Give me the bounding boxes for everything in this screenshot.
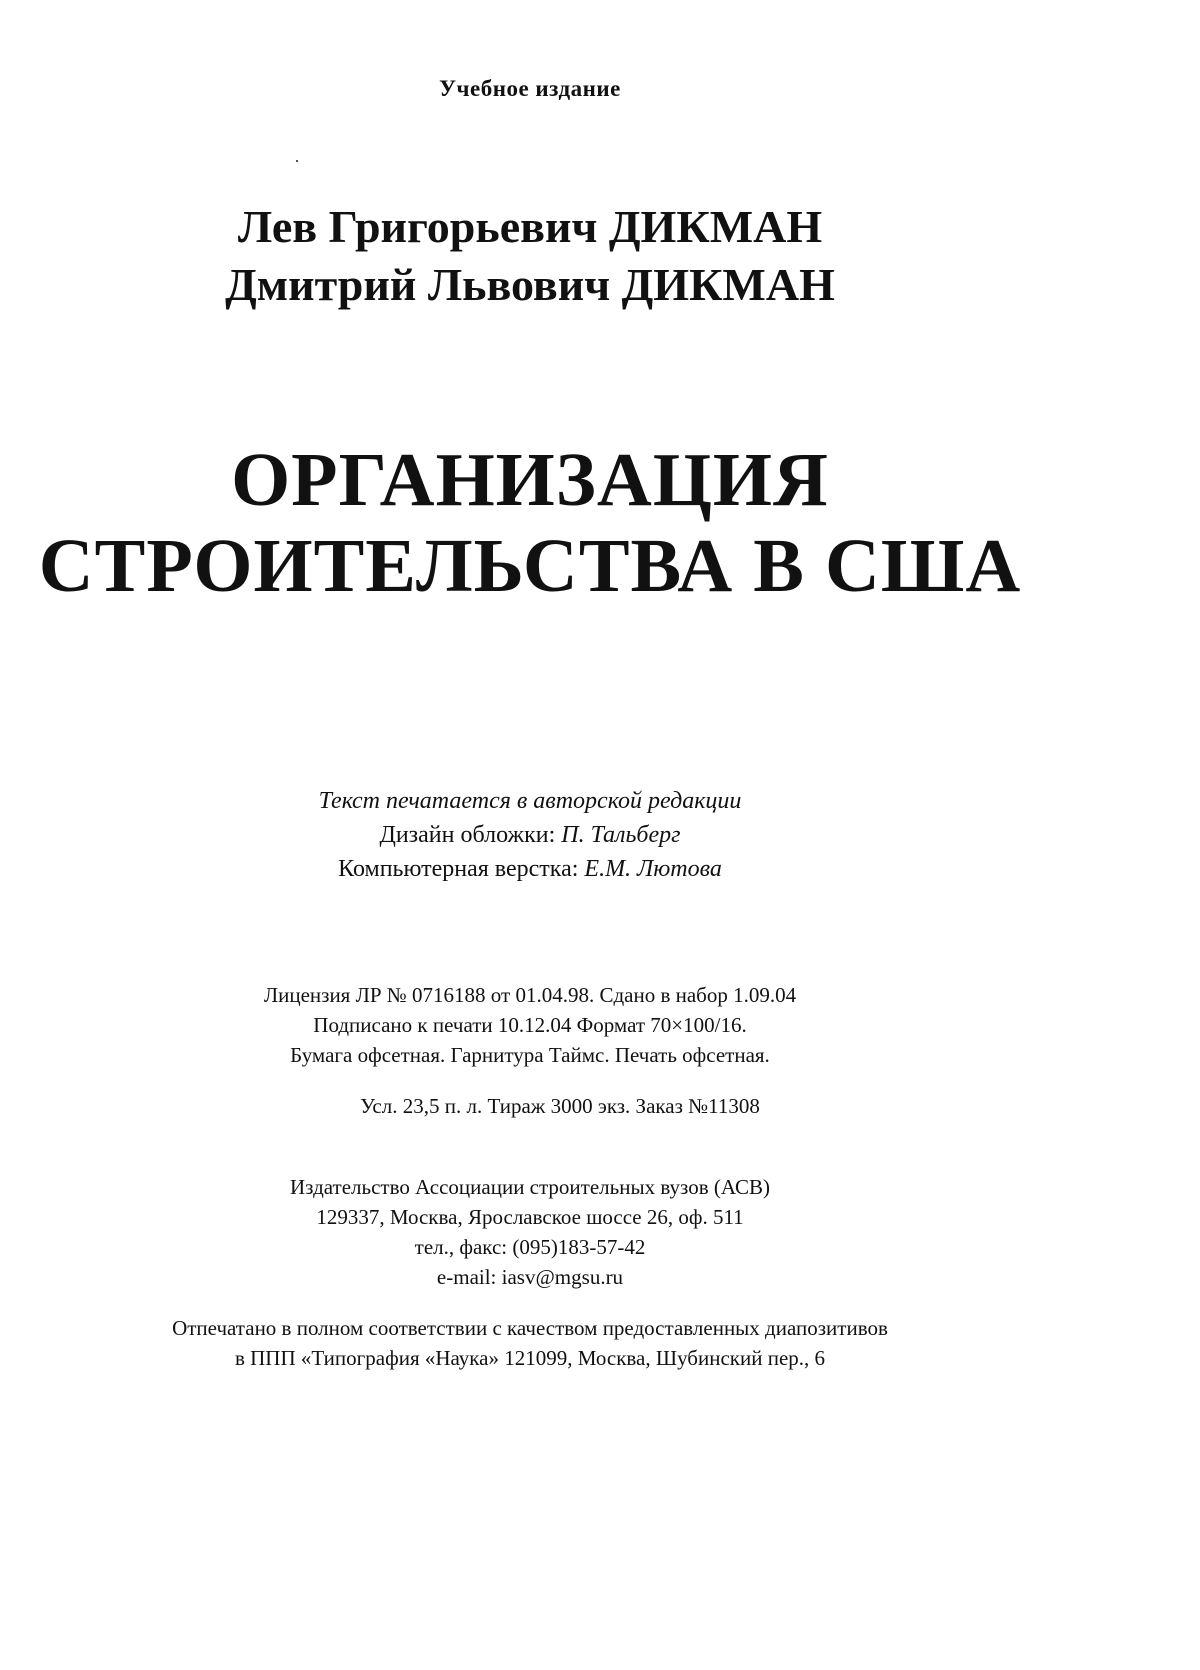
author-2: Дмитрий Львович ДИКМАН (225, 259, 835, 310)
cover-designer-name: П. Тальберг (561, 822, 681, 848)
printer-line-1: Отпечатано в полном соответствии с качеством предоставленных диапозитивов (172, 1316, 888, 1340)
author-1: Лев Григорьевич ДИКМАН (237, 201, 823, 252)
license-line: Лицензия ЛР № 0716188 от 01.04.98. Сдано в набор 1.09.04 (263, 983, 797, 1007)
cover-design-label: Дизайн обложки: (379, 822, 556, 848)
book-title-line-2: СТРОИТЕЛЬСТВА В США (38, 524, 1022, 608)
publisher-name: Издательство Ассоциации строительных вузов (АСВ) (290, 1175, 770, 1199)
edition-label: Учебное издание (439, 76, 621, 101)
cover-design-credit (0, 822, 1060, 849)
paper-typeface-line: Бумага офсетная. Гарнитура Таймс. Печать офсетная. (290, 1043, 770, 1067)
publisher-phone: тел., факс: (095)183-57-42 (414, 1235, 646, 1259)
publisher-address: 129337, Москва, Ярославское шоссе 26, оф. 511 (316, 1205, 744, 1229)
editorial-note: Текст печатается в авторской редакции (318, 788, 742, 814)
publisher-email: e-mail: iasv@mgsu.ru (436, 1265, 624, 1289)
layout-label: Компьютерная верстка: (338, 856, 579, 882)
scan-speck (296, 160, 298, 162)
print-run-line: Усл. 23,5 п. л. Тираж 3000 экз. Заказ №11308 (360, 1094, 760, 1118)
printer-line-2: в ППП «Типография «Наука» 121099, Москва, Шубинский пер., 6 (234, 1346, 826, 1370)
book-title-line-1: ОРГАНИЗАЦИЯ (231, 438, 829, 522)
layout-credit (0, 856, 1060, 883)
signed-format-line: Подписано к печати 10.12.04 Формат 70×100/16. (313, 1013, 747, 1037)
layout-designer-name: Е.М. Лютова (584, 856, 722, 882)
